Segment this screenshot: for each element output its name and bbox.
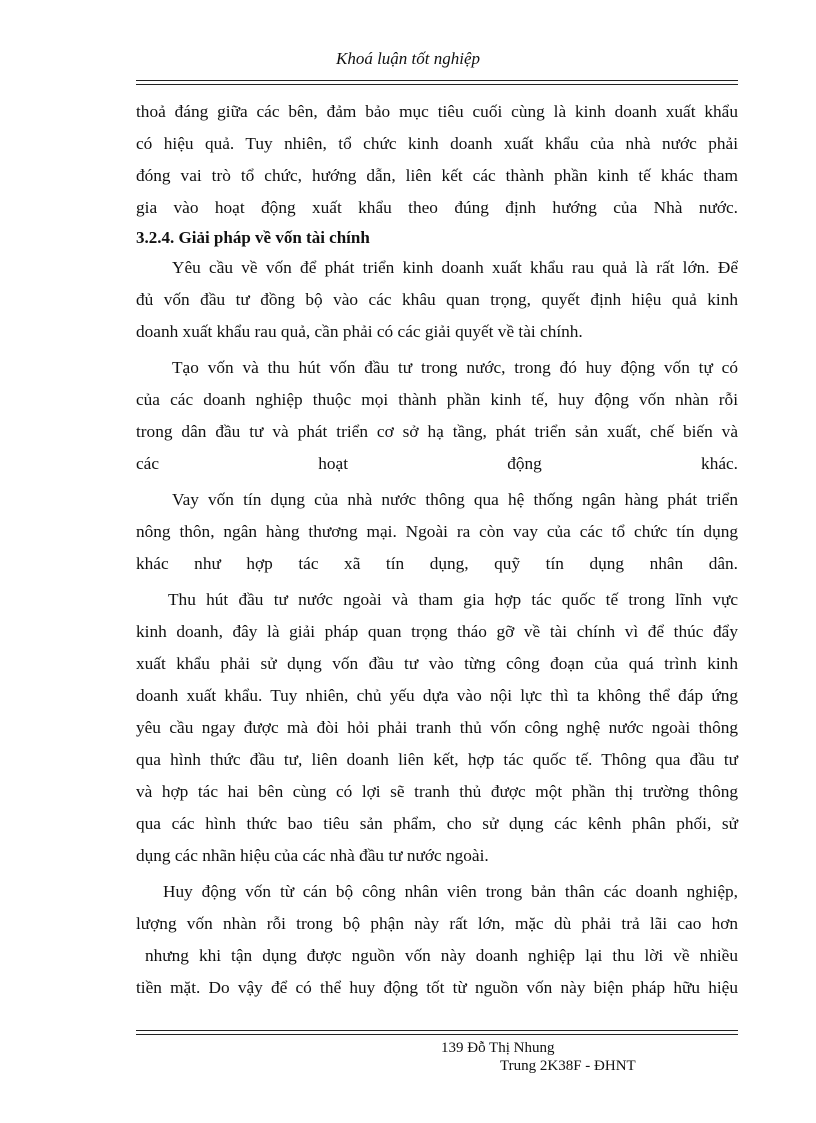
page-content [136,96,738,1004]
text-line: Huy động vốn từ cán bộ công nhân viên trong bản thân các doanh nghiệp, [163,882,738,901]
text-line: nông thôn, ngân hàng thương mại. Ngoài ra còn vay của các tổ chức tín dụng [136,522,738,541]
text-line: dụng các nhãn hiệu của các nhà đầu tư nước ngoài. [136,846,489,865]
text-line: doanh xuất khẩu. Tuy nhiên, chủ yếu dựa vào nội lực thì ta không thể đáp ứng [136,686,738,705]
header-rule [136,80,738,81]
text-line: của các doanh nghiệp thuộc mọi thành phần kinh tế, huy động vốn nhàn rỗi [136,390,738,409]
text-line: xuất khẩu phải sử dụng vốn đầu tư vào từng công đoạn của quá trình kinh [136,654,738,673]
text-line: và hợp tác hai bên cùng có lợi sẽ tranh thủ được một phần thị trường thông [136,782,738,801]
text-line: các hoạt động khác. [136,454,738,473]
text-line: kinh doanh, đây là giải pháp quan trọng tháo gỡ về tài chính vì để thúc đẩy [136,622,738,641]
paragraph [136,584,738,872]
text-line: gia vào hoạt động xuất khẩu theo đúng định hướng của Nhà nước. [136,198,738,217]
text-line: có hiệu quả. Tuy nhiên, tổ chức kinh doanh xuất khẩu của nhà nước phải [136,134,738,153]
section-heading: 3.2.4. Giải pháp về vốn tài chính [136,228,370,247]
text-line: yêu cầu ngay được mà đòi hỏi phải tranh thủ vốn công nghệ nước ngoài thông [136,718,738,737]
page-header-title: Khoá luận tốt nghiệp [335,49,481,68]
text-line: Vay vốn tín dụng của nhà nước thông qua hệ thống ngân hàng phát triển [172,490,738,509]
paragraph [136,252,738,348]
text-line: đóng vai trò tổ chức, hướng dẫn, liên kết các thành phần kinh tế khác tham [136,166,738,185]
paragraph [136,876,738,1004]
text-line: trong dân đầu tư và phát triển cơ sở hạ tầng, phát triển sản xuất, chế biến và [136,422,738,441]
header-rule-thin [136,84,738,85]
text-line: Yêu cầu về vốn để phát triển kinh doanh xuất khẩu rau quả là rất lớn. Để [172,258,738,277]
text-line: Thu hút đầu tư nước ngoài và tham gia hợp tác quốc tế trong lĩnh vực [168,590,738,609]
text-line: thoả đáng giữa các bên, đảm bảo mục tiêu cuối cùng là kinh doanh xuất khẩu [136,102,738,121]
text-line: doanh xuất khẩu rau quả, cần phải có các giải quyết về tài chính. [136,322,583,341]
text-line: tiền mặt. Do vậy để có thể huy động tốt từ nguồn vốn này biện pháp hữu hiệu [136,978,738,997]
text-line: qua các hình thức bao tiêu sản phẩm, cho sử dụng các kênh phân phối, sử [136,814,738,833]
footer-page-author: 139 Đỗ Thị Nhung [441,1040,555,1056]
text-line: qua hình thức đầu tư, liên doanh liên kết, hợp tác quốc tế. Thông qua đầu tư [136,750,738,769]
footer-rule [136,1030,738,1031]
text-line: nhưng khi tận dụng được nguồn vốn này doanh nghiệp lại thu lời về nhiều [145,946,738,965]
paragraph [136,352,738,480]
text-line: lượng vốn nhàn rỗi trong bộ phận này rất lớn, mặc dù phải trả lãi cao hơn [136,914,738,933]
text-line: khác như hợp tác xã tín dụng, quỹ tín dụng nhân dân. [136,554,738,573]
paragraph [136,484,738,580]
text-line: Tạo vốn và thu hút vốn đầu tư trong nước, trong đó huy động vốn tự có [172,358,738,377]
footer-class: Trung 2K38F - ĐHNT [500,1058,636,1074]
footer-rule-thin [136,1034,738,1035]
text-line: đủ vốn đầu tư đồng bộ vào các khâu quan trọng, quyết định hiệu quả kinh [136,290,738,309]
